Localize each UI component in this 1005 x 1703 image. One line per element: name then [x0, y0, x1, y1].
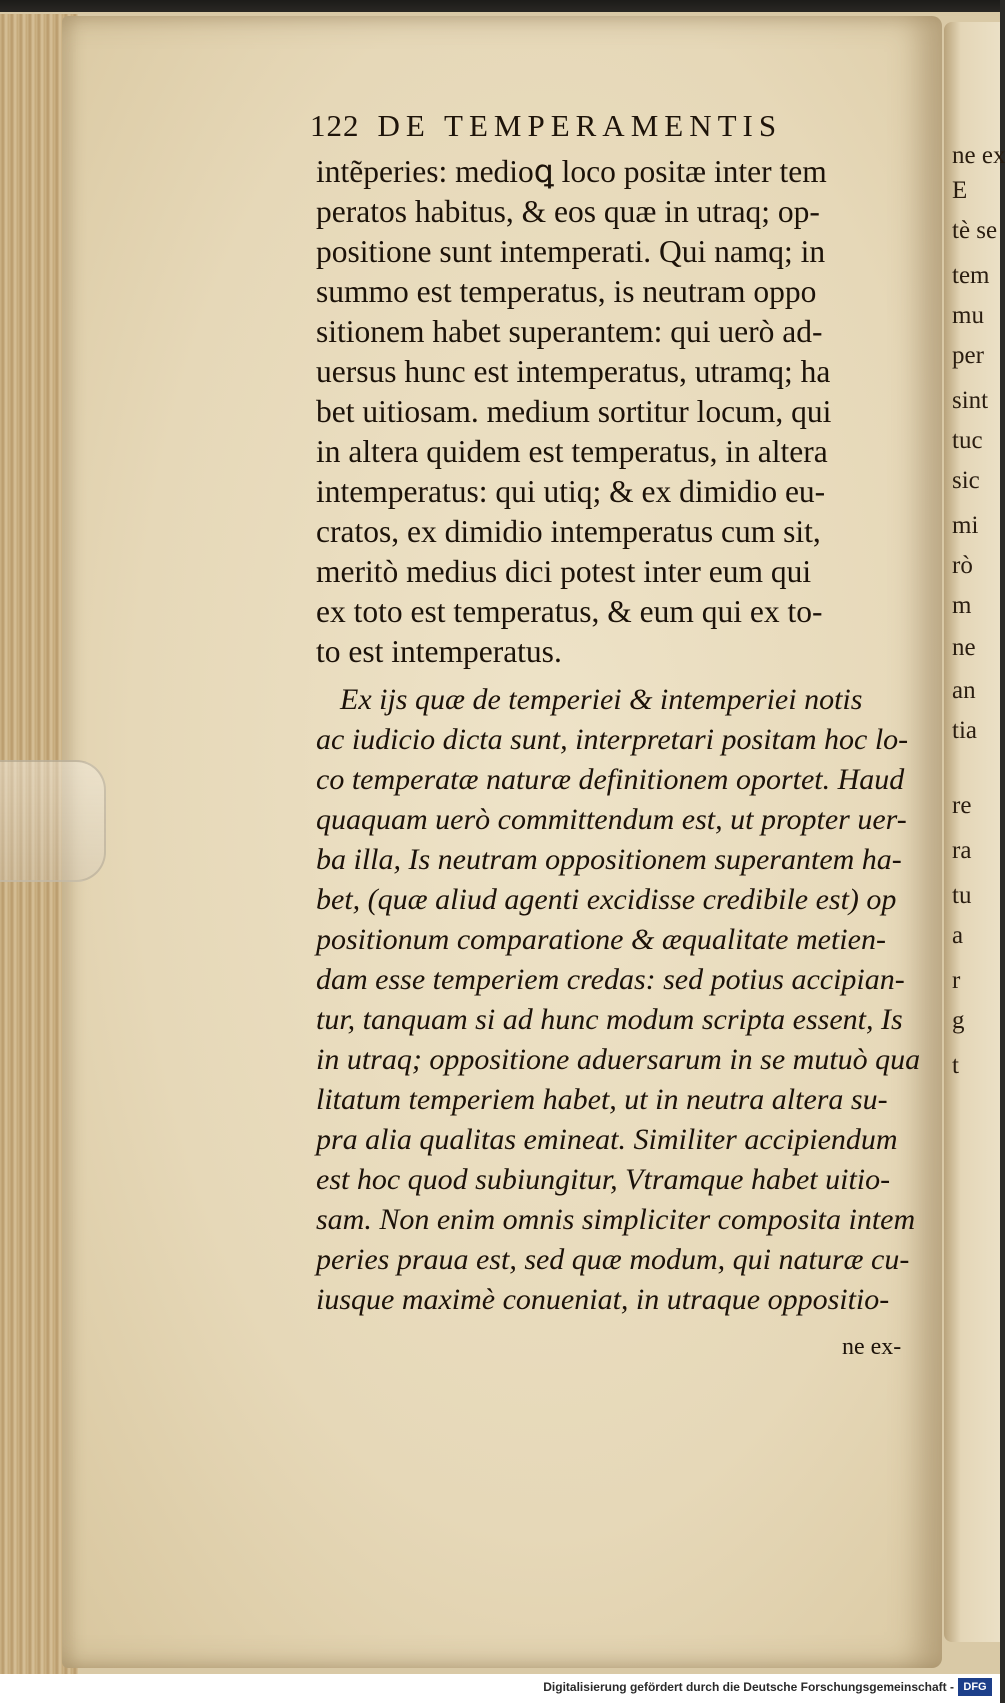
text-line-italic: tur, tanquam si ad hunc modum scripta essent, Is: [316, 1003, 903, 1036]
next-page-fragment: ra: [952, 837, 972, 864]
text-line: bet uitiosam. medium sortitur locum, qui: [316, 394, 832, 429]
next-page-fragment: per: [952, 342, 984, 369]
page-number: 122: [310, 108, 360, 143]
text-line-italic: positionum comparatione & æqualitate metien-: [316, 923, 886, 956]
text-line-italic: in utraq; oppositione aduersarum in se mutuò qua: [316, 1043, 921, 1076]
next-page-fragment: mu: [952, 302, 984, 329]
digitization-credit: Digitalisierung gefördert durch die Deutsche Forschungsgemeinschaft -: [543, 1680, 954, 1694]
text-line-italic: quaquam uerò committendum est, ut propter uer-: [316, 803, 907, 836]
next-page-fragment: m: [952, 592, 972, 619]
next-page-fragment: tia: [952, 717, 977, 744]
text-line: ex toto est temperatus, & eum qui ex to-: [316, 594, 823, 629]
next-page-fragment: ne ex: [952, 142, 1005, 169]
text-line-italic: pra alia qualitas emineat. Similiter accipiendum: [316, 1123, 898, 1156]
next-page-fragment: r: [952, 967, 961, 994]
text-line: in altera quidem est temperatus, in altera: [316, 434, 828, 469]
next-page-fragment: tem: [952, 262, 990, 289]
text-line: meritò medius dici potest inter eum qui: [316, 554, 812, 589]
next-page-fragment: a: [952, 922, 964, 949]
next-page-fragment: E: [952, 177, 968, 204]
text-line: intẽperies: medioꝗ loco positæ inter tem: [316, 154, 827, 189]
catchword: ne ex-: [842, 1334, 902, 1360]
text-line: intemperatus: qui utiq; & ex dimidio eu-: [316, 474, 826, 509]
text-line-italic: sam. Non enim omnis simpliciter composita intem: [316, 1203, 916, 1236]
next-page-edge: [944, 22, 1005, 1642]
text-line: positione sunt intemperati. Qui namq; in: [316, 234, 826, 269]
next-page-fragment: tu: [952, 882, 972, 909]
text-line-italic: ba illa, Is neutram oppositionem superantem ha-: [316, 843, 902, 876]
dfg-logo: DFG: [958, 1678, 992, 1696]
next-page-fragment: ne: [952, 634, 976, 661]
running-header: [310, 108, 782, 144]
next-page-fragment: sic: [952, 467, 980, 494]
text-line-italic: Ex ijs quæ de temperiei & intemperiei notis: [340, 683, 863, 716]
next-page-fragment: g: [952, 1007, 965, 1034]
text-line: to est intemperatus.: [316, 634, 562, 669]
text-line-italic: iusque maximè conueniat, in utraque oppositio-: [316, 1283, 890, 1316]
next-page-fragment: tè se: [952, 217, 998, 244]
text-line-italic: dam esse temperiem credas: sed potius accipian-: [316, 963, 905, 996]
running-head-title: DE TEMPERAMENTIS: [377, 108, 783, 143]
next-page-fragment: re: [952, 792, 972, 819]
text-line-italic: est hoc quod subiungitur, Vtramque habet uitio-: [316, 1163, 891, 1196]
text-line-italic: bet, (quæ aliud agenti excidisse credibile est) op: [316, 883, 897, 916]
next-page-fragment: t: [952, 1052, 959, 1079]
text-line: uersus hunc est intemperatus, utramq; ha: [316, 354, 831, 389]
next-page-fragment: mi: [952, 512, 979, 539]
next-page-fragment: an: [952, 677, 976, 704]
text-line: sitionem habet superantem: qui uerò ad-: [316, 314, 823, 349]
next-page-fragment: tuc: [952, 427, 983, 454]
text-line-italic: co temperatæ naturæ definitionem oportet. Haud: [316, 763, 905, 796]
text-line-italic: peries praua est, sed quæ modum, qui naturæ cu-: [316, 1243, 910, 1276]
text-line: peratos habitus, & eos quæ in utraq; op-: [316, 194, 820, 229]
text-line-italic: litatum temperiem habet, ut in neutra altera su-: [316, 1083, 888, 1116]
text-line: cratos, ex dimidio intemperatus cum sit,: [316, 514, 821, 549]
page-clip-tab: [0, 760, 106, 882]
next-page-fragment: sint: [952, 387, 989, 414]
next-page-fragment: rò: [952, 552, 973, 579]
text-line-italic: ac iudicio dicta sunt, interpretari positam hoc lo-: [316, 723, 909, 756]
text-line: summo est temperatus, is neutram oppo: [316, 274, 817, 309]
